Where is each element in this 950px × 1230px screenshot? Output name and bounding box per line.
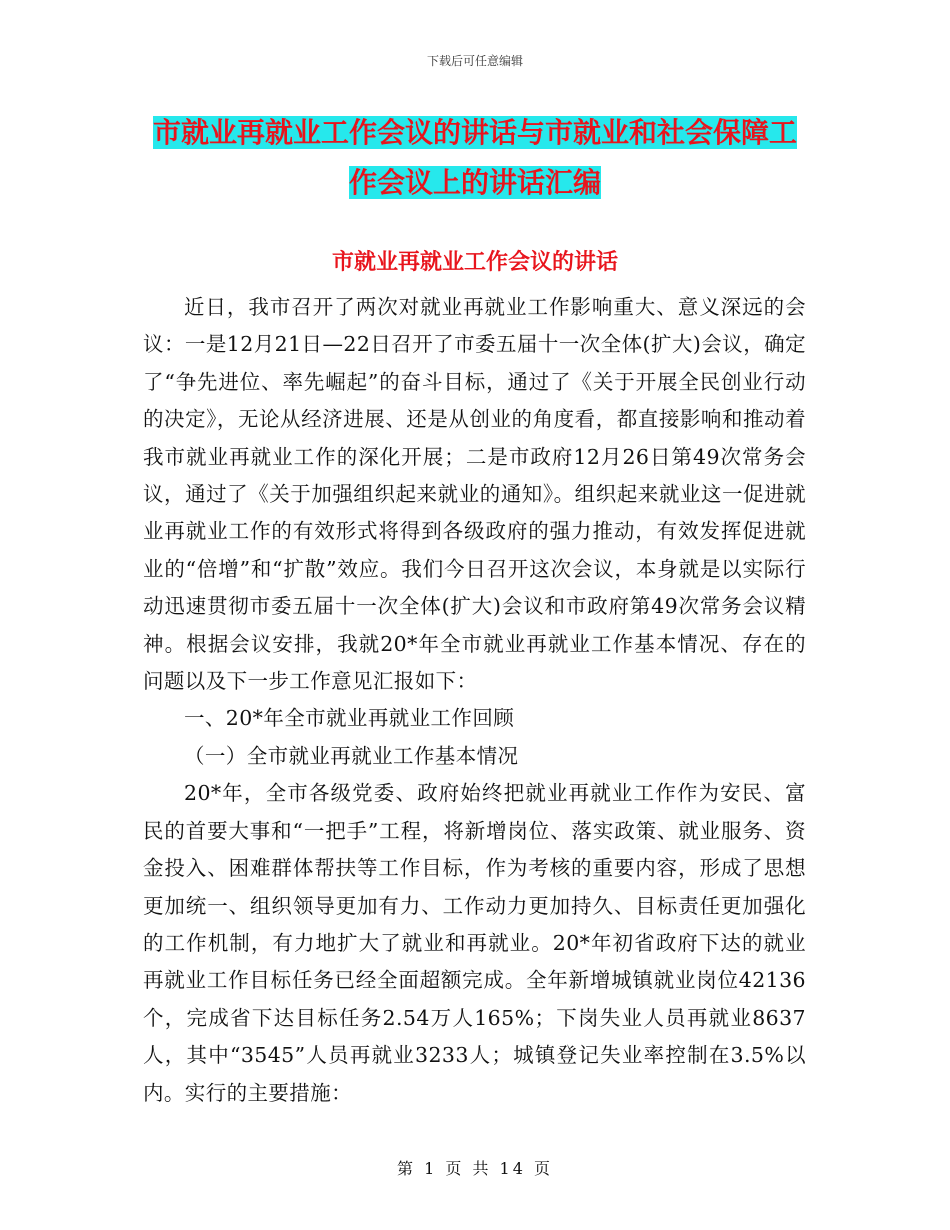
body-text (143, 289, 806, 1112)
paragraph-summary: 20*年，全市各级党委、政府始终把就业再就业工作作为安民、富民的首要大事和“一把手”工程，将新增岗位、落实政策、就业服务、资金投入、困难群体帮扶等工作目标，作为考核的重要内容，形成了思想更加统一、组织领导更加有力、工作动力更加持久、目标责任更加强化的工作机制，有力地扩大了就业和再就业。20*年初省政府下达的就业再就业工作目标任务已经全面超额完成。全年新增城镇就业岗位42136个，完成省下达目标任务2.54万人165%；下岗失业人员再就业8637人，其中“3545”人员再就业3233人；城镇登记失业率控制在3.5%以内。实行的主要措施： (143, 781, 806, 1105)
document-title (140, 108, 810, 208)
heading-level-2: （一）全市就业再就业工作基本情况 (184, 743, 519, 768)
section-title: 市就业再就业工作会议的讲话 (331, 250, 618, 275)
page-number: 第 1 页 共 14 页 (397, 1159, 553, 1178)
paragraph-intro: 近日，我市召开了两次对就业再就业工作影响重大、意义深远的会议：一是12月21日—22日召开了市委五届十一次全体(扩大)会议，确定了“争先进位、率先崛起”的奋斗目标，通过了《关于开展全民创业行动的决定》，无论从经济进展、还是从创业的角度看，都直接影响和推动着我市就业再就业工作的深化开展；二是市政府12月26日第49次常务会议，通过了《关于加强组织起来就业的通知》。组织起来就业这一促进就业再就业工作的有效形式将得到各级政府的强力推动，有效发挥促进就业的“倍增”和“扩散”效应。我们今日召开这次会议，本身就是以实际行动迅速贯彻市委五届十一次全体(扩大)会议和市政府第49次常务会议精神。根据会议安排，我就20*年全市就业再就业工作基本情况、存在的问题以及下一步工作意见汇报如下： (143, 295, 806, 694)
document-title-line-2: 作会议上的讲话汇编 (348, 166, 601, 199)
heading-level-1: 一、20*年全市就业再就业工作回顾 (184, 706, 515, 731)
header-note: 下载后可任意编辑 (426, 54, 523, 68)
document-title-line-1: 市就业再就业工作会议的讲话与市就业和社会保障工 (152, 116, 797, 149)
